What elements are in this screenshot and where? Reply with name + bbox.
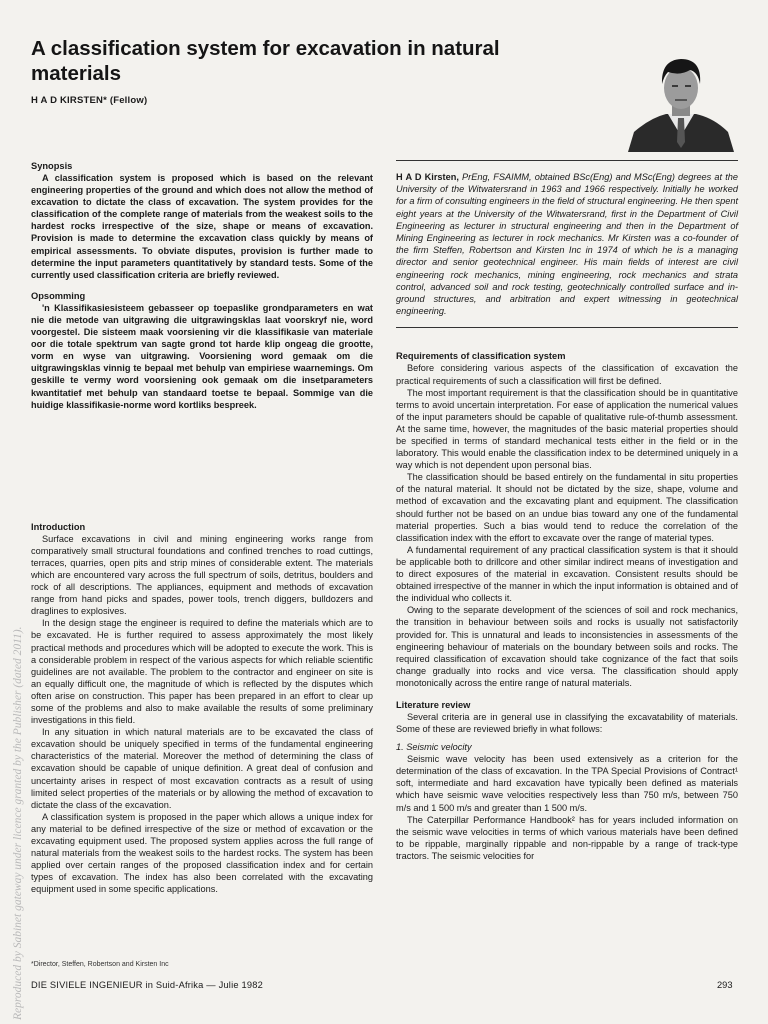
introduction-paragraph: A classification system is proposed in the paper which allows a unique index for any material to be defined irrespective of the size or method of excavation or the excavating equipment used. The proposed system applies across the full range of natural materials from the weakest soils to the hardest rocks. The system has been applied over certain ranges of the proposed classification index and for certain types of excavation. The index has also been correlated with the excavating equipment used in some specific applications. [31,811,373,895]
requirements-paragraph: A fundamental requirement of any practical classification system is that it should be applicable both to drillcore and other similar indirect means of investigation and to direct exposures of the material in excavation. Consistent results should be obtained irrespective of the manner in which the input information is obtained and of the individual who collects it. [396,544,738,604]
bio-name: H A D Kirsten, [396,172,459,182]
footnote: *Director, Steffen, Robertson and Kirsten Inc [31,961,169,968]
introduction-paragraph: In any situation in which natural materials are to be excavated the class of excavation should be uniquely specified in terms of the fundamental engineering characteristics of the material. Moreover the method of determining the class of excavation should be capable of unique definition. A great deal of confusion and uncertainty arises in respect of most excavation contracts as a result of using limited select properties of the materials or by allowing the method of excavation to dictate the class of the excavation. [31,727,373,810]
seismic-velocity-subheading: 1. Seismic velocity [396,742,472,753]
requirements-paragraph: Owing to the separate development of the sciences of soil and rock mechanics, the transition in behaviour between soils and rocks is usually not satisfactorily provided for. This is unnatural and leads to inconsistencies in assessments of the engineering behaviour of materials on the boundary between soils and rocks. The required classification of excavation should take cognizance of the fact that soils change gradually into rocks and vice versa. The classification should apply monotonically across the entire range of natural materials. [396,605,738,688]
requirements-heading: Requirements of classification system [396,351,566,362]
author-portrait [628,50,734,152]
author-biography [396,160,738,328]
introduction-paragraph: Surface excavations in civil and mining engineering works range from comparatively small structural foundations and confined trenches to road cuttings, terraces, quarries, open pits and strip mines of considerable extent. The materials which are encountered vary across the full spectrum of soils, detritus, boulders and rock of all descriptions. The appliances, equipment and methods of excavation range from hand picks and spades, power tools, trench diggers, bulldozers and draglines to explosives. [31,533,373,617]
article-author: H A D KIRSTEN* (Fellow) [31,95,148,106]
literature-heading: Literature review [396,699,471,710]
watermark-text: Reproduced by Sabinet gateway under licence granted by the Publisher (dated 2011). [12,626,24,1020]
introduction-paragraph: In the design stage the engineer is required to define the materials which are to be excavated. He is further required to assess approximately the most likely practical methods and procedures which will be adopted to execute the work. This is a considerable problem in respect of the various aspects for which reliable scientific guidelines are not available. The problem to the contractor and engineer on site is an equally difficult one, the magnitude of which is reflected by the disputes which often arise on construction. This paper has been prepared in an effort to clear up some of the problems and also to make available the results of some preliminary investigations in this field. [31,618,373,726]
article-title: A classification system for excavation in natural materials [31,37,500,85]
literature-paragraph: Seismic wave velocity has been used extensively as a criterion for the determination of the class of excavation. In the TPA Special Provisions of Contract¹ soft, intermediate and hard excavation have typically been defined as materials which have seismic wave velocities respectively less than 750 m/s, between 750 m/s and 1 500 m/s and greater than 1 500 m/s. [396,754,738,813]
literature-intro: Several criteria are in general use in classifying the excavatability of materials. Some of these are reviewed briefly in what follows: [396,711,738,735]
opsomming-text: 'n Klassifikasiesisteem gebasseer op toepaslike grondparameters en wat nie die metode van uitgrawing die uitgrawingsklas laat voorskryf nie, word voorgestel. Die sisteem maak voorsiening vir die klassifikasie van materiale oor die totale spektrum van sagte grond tot harde klip ongeag die grootte, vorm en wyse van uitgrawing. Voorsiening word gemaak om die uitgrawingsklas vinnig te bepaal met behulp van empiriese waarnemings. Om geskille te vermy word voorsiening ook gemaak om die insetparameters kwantitatief met behulp van standaard toetse te bepaal. Sommige van die huidige klassifikasie-norme word kortliks bespreek. [31,302,373,410]
right-column [396,160,738,862]
page-number: 293 [717,980,733,990]
literature-paragraph: The Caterpillar Performance Handbook² has for years included information on the seismic wave velocities in terms of which various materials have been defined to be rippable, marginally rippable and non-rippable by a range of track-type tractors. The seismic velocities for [396,814,738,861]
opsomming-heading: Opsomming [31,290,86,301]
introduction-heading: Introduction [31,521,86,532]
bio-text: PrEng, FSAIMM, obtained BSc(Eng) and MSc(Eng) degrees at the University of the Witwatersrand in 1963 and 1966 respectively. Initially he worked for a firm of consulting engineers in the field of structural engineering. He then spent eight years at the University of the Witwatersrand, first in the Department of Civil Engineering as lecturer in structural engineering and then in the Department of Mining Engineering as lecturer in rock mechanics. Mr Kirsten was a co-founder of the firm Steffen, Robertson and Kirsten Inc in 1974 of which he is a managing director and senior geotechnical engineer. His main fields of interest are civil engineering rock mechanics, mining engineering, rock mechanics and strata control, advanced soil and rock testing, geotechnically controlled surface and in-ground structures, and arbitration and expert witnessing in geotechnical engineering. [396,172,738,317]
requirements-paragraph: Before considering various aspects of the classification of excavation the practical requirements of such a classification will first be defined. [396,363,738,386]
synopsis-heading: Synopsis [31,161,73,171]
journal-name: DIE SIVIELE INGENIEUR in Suid-Afrika — Julie 1982 [31,980,263,990]
requirements-paragraph: The classification should be based entirely on the fundamental in situ properties of the natural material. It should not be dictated by the size, shape, volume and method of excavation and the excavating plant and equipment. The classification should further not be based on an undue bias toward any one of the fundamental material properties. Such a bias would tend to reduce the correlation of the classification index with the effort to excavate over the range of material types. [396,472,738,543]
left-column [31,160,373,896]
synopsis-text: A classification system is proposed which is based on the relevant engineering properties of the ground and which does not allow the method of excavation to dictate the class of excavation. The system provides for the classification of the complete range of materials from the weakest soils to the hardest rocks irrespective of the size, shape or means of excavation. Provision is made to determine the excavation class quickly by means of empirical assessments. To obviate disputes, provision is further made to determine the input parameters quantitatively by standard tests. Some of the currently used classification criteria are briefly reviewed. [31,173,373,280]
requirements-paragraph: The most important requirement is that the classification should be in quantitative terms to avoid uncertain interpretation. For ease of application the numerical values of the input parameters should be capable of qualitative rule-of-thumb assessment. At the same time, however, the magnitudes of the basic material properties should be specified in terms of standard mechanical tests either in the field or in the laboratory. This would enable the classification index to be determined uniquely in a way which is not dependent upon personal bias. [396,387,738,471]
